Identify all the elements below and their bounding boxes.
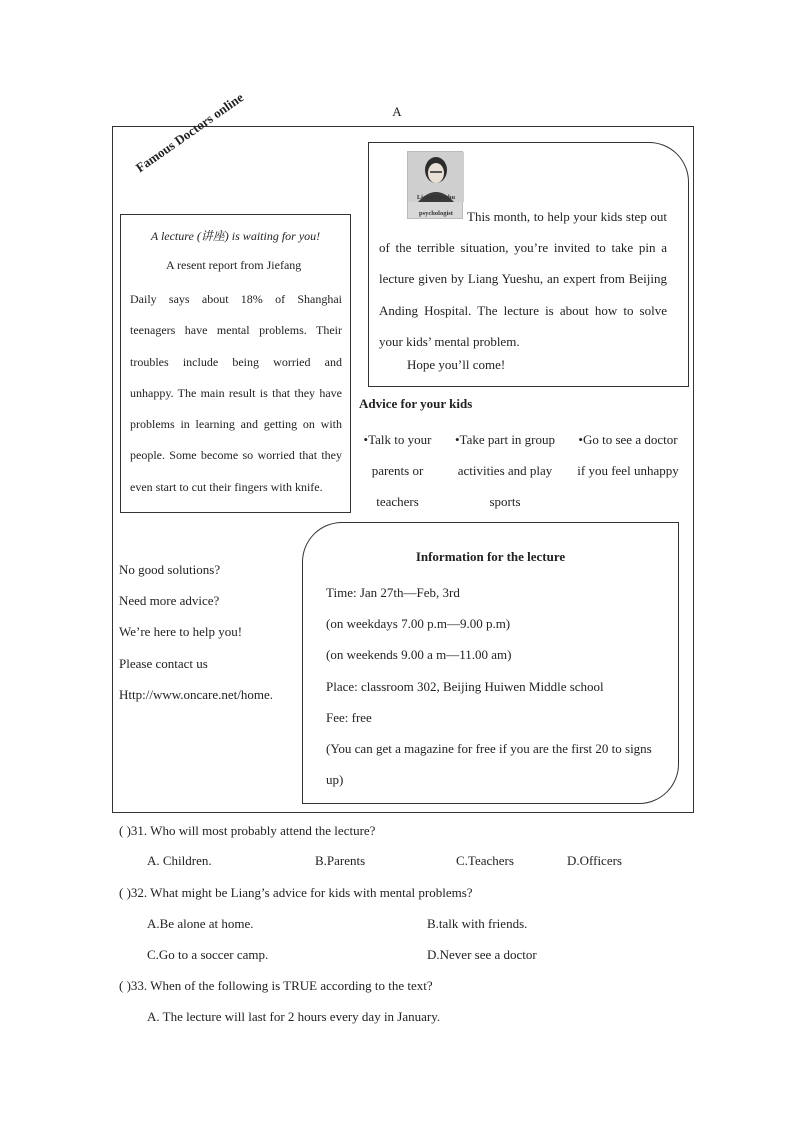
- question-31: ( )31. Who will most probably attend the lecture?: [119, 823, 376, 838]
- question-32: ( )32. What might be Liang’s advice for kids with mental problems?: [119, 885, 473, 900]
- report-heading: A lecture (讲座) is waiting for you!: [150, 229, 321, 243]
- option-31-a[interactable]: A. Children.: [147, 853, 212, 868]
- info-line: (on weekends 9.00 a m—11.00 am): [326, 647, 512, 663]
- option-31-b[interactable]: B.Parents: [315, 853, 366, 868]
- contact-url[interactable]: Http://www.oncare.net/home.: [119, 686, 274, 702]
- option-31-d[interactable]: D.Officers: [567, 853, 622, 868]
- info-line: (You can get a magazine for free if you are the first 20 to signs up): [326, 741, 652, 788]
- info-lines: [326, 577, 666, 795]
- advice-title: Advice for your kids: [359, 396, 473, 411]
- info-line: Place: classroom 302, Beijing Huiwen Middle school: [326, 678, 604, 694]
- contact-line: No good solutions?: [119, 562, 221, 577]
- photo-caption-name: Liang Yuezhu: [416, 194, 456, 201]
- option-32-a[interactable]: A.Be alone at home.: [147, 916, 254, 931]
- question-33: ( )33. When of the following is TRUE according to the text?: [119, 978, 433, 993]
- report-body: Daily says about 18% of Shanghai teenagers have mental problems. Their troubles include being worried and unhappy. The main result is that they have problems in learning and getting on with people. Some become so worried that they even start to cut their fingers with knife.: [130, 292, 342, 494]
- contact-line: We’re here to help you!: [119, 624, 243, 640]
- photo-caption-role: psychologist: [419, 210, 453, 217]
- report-box: [120, 214, 351, 513]
- brand-title: Famous Doctors online: [132, 89, 247, 176]
- contact-line: Please contact us: [119, 655, 208, 671]
- report-lead: A resent report from Jiefang: [166, 258, 302, 272]
- option-31-c[interactable]: C.Teachers: [456, 853, 514, 868]
- info-line: Time: Jan 27th—Feb, 3rd: [326, 585, 460, 600]
- info-line: Fee: free: [326, 709, 372, 725]
- option-32-b[interactable]: B.talk with friends.: [427, 916, 528, 931]
- option-32-c[interactable]: C.Go to a soccer camp.: [147, 947, 269, 962]
- option-32-d[interactable]: D.Never see a doctor: [427, 947, 537, 962]
- info-title: Information for the lecture: [415, 549, 566, 564]
- advice-item: •Take part in group activities and play sports: [454, 432, 556, 509]
- advice-item: •Talk to your parents or teachers: [363, 432, 432, 509]
- info-line: (on weekdays 7.00 p.m—9.00 p.m): [326, 616, 511, 632]
- contact-line: Need more advice?: [119, 593, 220, 609]
- contact-block: [119, 554, 273, 710]
- option-33-a[interactable]: A. The lecture will last for 2 hours every day in January.: [147, 1009, 441, 1024]
- invite-text: This month, to help your kids step out of the terrible situation, you’re invited to take pin a lecture given by Liang Yueshu, an expert from Beijing Anding Hospital. The lecture is about how to solve your kids’ mental problem.: [379, 209, 667, 349]
- section-letter: A: [392, 104, 402, 119]
- invite-closing: Hope you’ll come!: [407, 357, 506, 372]
- advice-item: •Go to see a doctor if you feel unhappy: [577, 432, 679, 478]
